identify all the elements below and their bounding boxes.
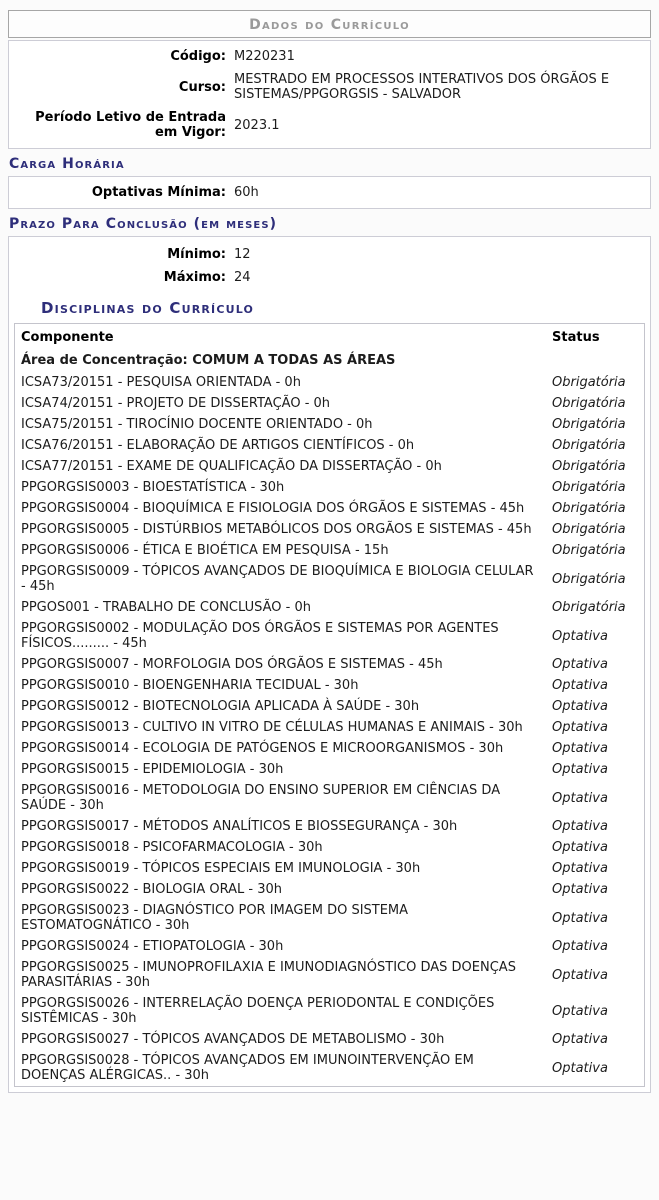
field-row-periodo-letivo — [11, 106, 648, 144]
status-cell: Optativa — [552, 628, 608, 644]
table-row — [15, 618, 645, 654]
table-row — [15, 540, 645, 561]
periodo-letivo-value: 2023.1 — [234, 117, 280, 133]
componente-cell: PPGORGSIS0016 - METODOLOGIA DO ENSINO SUPERIOR EM CIÊNCIAS DA SAÚDE - 30h — [21, 783, 501, 813]
table-row — [15, 879, 645, 900]
table-row — [15, 675, 645, 696]
table-row — [15, 993, 645, 1029]
table-row — [15, 780, 645, 816]
table-row — [15, 738, 645, 759]
curriculum-fields-table — [11, 45, 648, 144]
status-cell: Obrigatória — [552, 600, 626, 615]
table-row — [15, 1050, 645, 1087]
table-row — [15, 696, 645, 717]
curriculum-data-header — [8, 10, 651, 38]
status-cell: Optativa — [552, 741, 608, 756]
carga-horaria-box — [8, 176, 651, 209]
prazo-fields-table — [11, 243, 648, 289]
curriculum-fields-box — [8, 40, 651, 149]
status-cell: Obrigatória — [552, 480, 626, 495]
status-cell: Obrigatória — [552, 501, 626, 516]
status-cell: Optativa — [552, 910, 608, 926]
componente-cell: PPGORGSIS0022 - BIOLOGIA ORAL - 30h — [21, 882, 283, 897]
table-row — [15, 816, 645, 837]
componente-cell: PPGORGSIS0010 - BIOENGENHARIA TECIDUAL - 30h — [21, 678, 359, 693]
status-cell: Obrigatória — [552, 396, 626, 411]
status-cell: Optativa — [552, 678, 608, 693]
componente-cell: PPGORGSIS0024 - ETIOPATOLOGIA - 30h — [21, 939, 284, 954]
table-row — [15, 519, 645, 540]
page-title: Dados do Currículo — [249, 17, 410, 33]
curso-value: MESTRADO EM PROCESSOS INTERATIVOS DOS ÓRGÃOS E SISTEMAS/PPGORGSIS - SALVADOR — [234, 72, 610, 102]
table-row — [15, 717, 645, 738]
table-row — [15, 561, 645, 597]
field-row-minimo — [11, 243, 648, 266]
componente-cell: PPGORGSIS0006 - ÉTICA E BIOÉTICA EM PESQUISA - 15h — [21, 543, 389, 558]
table-row — [15, 597, 645, 618]
table-row — [15, 477, 645, 498]
componente-cell: ICSA74/20151 - PROJETO DE DISSERTAÇÃO - 0h — [21, 396, 331, 411]
status-cell: Optativa — [552, 699, 608, 714]
area-concentracao-label: Área de Concentração: COMUM A TODAS AS ÁREAS — [21, 353, 396, 368]
status-cell: Optativa — [552, 861, 608, 876]
status-cell: Optativa — [552, 790, 608, 806]
status-cell: Obrigatória — [552, 417, 626, 432]
status-cell: Optativa — [552, 1060, 608, 1076]
table-row — [15, 858, 645, 879]
field-row-maximo — [11, 266, 648, 289]
status-cell: Optativa — [552, 967, 608, 983]
prazo-conclusao-box — [8, 236, 651, 1093]
table-row — [15, 435, 645, 456]
status-cell: Optativa — [552, 1003, 608, 1019]
componente-cell: PPGORGSIS0012 - BIOTECNOLOGIA APLICADA À SAÚDE - 30h — [21, 699, 420, 714]
componente-cell: ICSA73/20151 - PESQUISA ORIENTADA - 0h — [21, 375, 301, 390]
status-cell: Optativa — [552, 657, 608, 672]
table-row — [15, 957, 645, 993]
componente-cell: PPGOS001 - TRABALHO DE CONCLUSÃO - 0h — [21, 600, 311, 615]
status-cell: Optativa — [552, 882, 608, 897]
table-row — [15, 372, 645, 393]
componente-cell: PPGORGSIS0007 - MORFOLOGIA DOS ÓRGÃOS E SISTEMAS - 45h — [21, 657, 443, 672]
disciplinas-header-row — [15, 324, 645, 350]
disciplinas-table — [14, 323, 645, 1087]
table-row — [15, 936, 645, 957]
table-row — [15, 654, 645, 675]
status-cell: Obrigatória — [552, 522, 626, 537]
componente-cell: PPGORGSIS0019 - TÓPICOS ESPECIAIS EM IMUNOLOGIA - 30h — [21, 861, 421, 876]
componente-cell: PPGORGSIS0015 - EPIDEMIOLOGIA - 30h — [21, 762, 284, 777]
column-header-status: Status — [552, 330, 600, 345]
field-row-optativas-minima — [11, 181, 648, 204]
componente-cell: PPGORGSIS0013 - CULTIVO IN VITRO DE CÉLULAS HUMANAS E ANIMAIS - 30h — [21, 720, 523, 735]
carga-horaria-table — [11, 181, 648, 204]
minimo-label: Mínimo: — [167, 247, 226, 262]
status-cell: Obrigatória — [552, 438, 626, 453]
componente-cell: PPGORGSIS0003 - BIOESTATÍSTICA - 30h — [21, 480, 285, 495]
area-concentracao-row — [15, 349, 645, 372]
minimo-value: 12 — [234, 247, 251, 262]
componente-cell: PPGORGSIS0005 - DISTÚRBIOS METABÓLICOS DOS ORGÃOS E SISTEMAS - 45h — [21, 522, 532, 537]
status-cell: Optativa — [552, 762, 608, 777]
field-row-codigo — [11, 45, 648, 68]
table-row — [15, 393, 645, 414]
componente-cell: PPGORGSIS0018 - PSICOFARMACOLOGIA - 30h — [21, 840, 323, 855]
table-row — [15, 498, 645, 519]
curso-label: Curso: — [178, 79, 226, 95]
status-cell: Obrigatória — [552, 375, 626, 390]
componente-cell: PPGORGSIS0023 - DIAGNÓSTICO POR IMAGEM DO SISTEMA ESTOMATOGNÁTICO - 30h — [21, 903, 409, 933]
componente-cell: PPGORGSIS0025 - IMUNOPROFILAXIA E IMUNODIAGNÓSTICO DAS DOENÇAS PARASITÁRIAS - 30h — [21, 960, 516, 990]
table-row — [15, 759, 645, 780]
periodo-letivo-label: Período Letivo de Entrada em Vigor: — [35, 110, 226, 140]
componente-cell: PPGORGSIS0017 - MÉTODOS ANALÍTICOS E BIOSSEGURANÇA - 30h — [21, 819, 458, 834]
componente-cell: PPGORGSIS0002 - MODULAÇÃO DOS ÓRGÃOS E SISTEMAS POR AGENTES FÍSICOS......... - 45h — [21, 621, 499, 651]
componente-cell: PPGORGSIS0009 - TÓPICOS AVANÇADOS DE BIOQUÍMICA E BIOLOGIA CELULAR - 45h — [21, 564, 534, 594]
status-cell: Optativa — [552, 939, 608, 954]
status-cell: Optativa — [552, 720, 608, 735]
table-row — [15, 414, 645, 435]
componente-cell: PPGORGSIS0014 - ECOLOGIA DE PATÓGENOS E MICROORGANISMOS - 30h — [21, 741, 504, 756]
status-cell: Optativa — [552, 819, 608, 834]
field-row-curso — [11, 68, 648, 106]
maximo-label: Máximo: — [163, 270, 226, 285]
componente-cell: ICSA75/20151 - TIROCÍNIO DOCENTE ORIENTADO - 0h — [21, 417, 373, 432]
componente-cell: ICSA76/20151 - ELABORAÇÃO DE ARTIGOS CIENTÍFICOS - 0h — [21, 438, 415, 453]
codigo-value: M220231 — [234, 49, 295, 64]
section-title-prazo-conclusao: Prazo Para Conclusão (em meses) — [9, 216, 278, 232]
componente-cell: PPGORGSIS0026 - INTERRELAÇÃO DOENÇA PERIODONTAL E CONDIÇÕES SISTÊMICAS - 30h — [21, 996, 495, 1026]
table-row — [15, 900, 645, 936]
table-row — [15, 456, 645, 477]
componente-cell: PPGORGSIS0027 - TÓPICOS AVANÇADOS DE METABOLISMO - 30h — [21, 1032, 445, 1047]
optativas-minima-value: 60h — [234, 185, 259, 200]
table-row — [15, 837, 645, 858]
componente-cell: PPGORGSIS0004 - BIOQUÍMICA E FISIOLOGIA DOS ÓRGÃOS E SISTEMAS - 45h — [21, 501, 525, 516]
column-header-componente: Componente — [21, 330, 114, 345]
table-row — [15, 1029, 645, 1050]
status-cell: Obrigatória — [552, 543, 626, 558]
maximo-value: 24 — [234, 270, 251, 285]
status-cell: Optativa — [552, 1032, 608, 1047]
componente-cell: PPGORGSIS0028 - TÓPICOS AVANÇADOS EM IMUNOINTERVENÇÃO EM DOENÇAS ALÉRGICAS.. - 30h — [21, 1053, 474, 1083]
section-title-disciplinas: Disciplinas do Currículo — [41, 299, 255, 317]
status-cell: Obrigatória — [552, 571, 626, 587]
optativas-minima-label: Optativas Mínima: — [91, 185, 226, 200]
section-title-carga-horaria: Carga Horária — [9, 156, 125, 172]
status-cell: Optativa — [552, 840, 608, 855]
componente-cell: ICSA77/20151 - EXAME DE QUALIFICAÇÃO DA DISSERTAÇÃO - 0h — [21, 459, 442, 474]
status-cell: Obrigatória — [552, 459, 626, 474]
codigo-label: Código: — [170, 49, 226, 64]
